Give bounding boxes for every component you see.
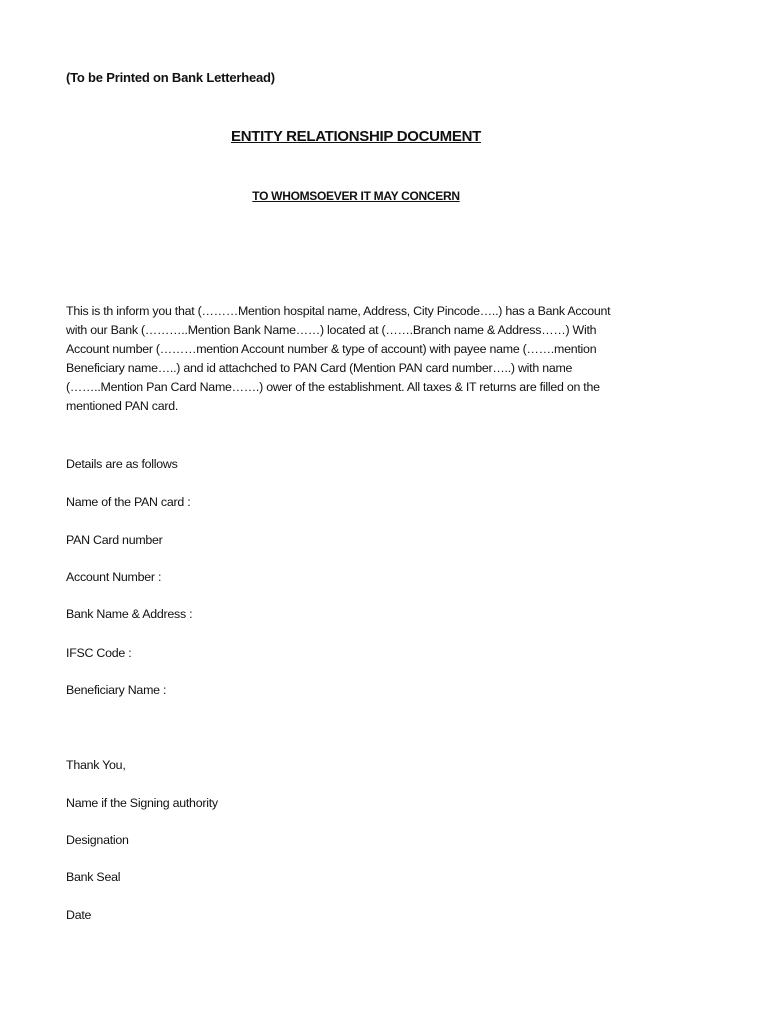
designation: Designation bbox=[66, 833, 129, 847]
salutation: TO WHOMSOEVER IT MAY CONCERN bbox=[252, 189, 460, 203]
field-pan-number: PAN Card number bbox=[66, 533, 163, 547]
field-account-number: Account Number : bbox=[66, 570, 162, 584]
body-paragraph bbox=[66, 302, 646, 416]
field-beneficiary-name: Beneficiary Name : bbox=[66, 683, 167, 697]
details-intro: Details are as follows bbox=[66, 457, 178, 471]
body-line: Beneficiary name…..) and id attachched to PAN Card (Mention PAN card number…..) with name bbox=[66, 361, 573, 375]
field-bank-name-address: Bank Name & Address : bbox=[66, 607, 193, 621]
date-line: Date bbox=[66, 908, 92, 922]
bank-seal: Bank Seal bbox=[66, 870, 121, 884]
field-ifsc-code: IFSC Code : bbox=[66, 646, 132, 660]
body-line: with our Bank (………..Mention Bank Name……) located at (…….Branch name & Address……) With bbox=[66, 323, 597, 337]
letterhead-note: (To be Printed on Bank Letterhead) bbox=[66, 70, 275, 85]
body-line: mentioned PAN card. bbox=[66, 399, 179, 413]
closing-thanks: Thank You, bbox=[66, 758, 126, 772]
body-line: (……..Mention Pan Card Name…….) ower of the establishment. All taxes & IT returns are filled on the bbox=[66, 380, 600, 394]
body-line: This is th inform you that (………Mention hospital name, Address, City Pincode…..) has a Bank Account bbox=[66, 304, 611, 318]
signing-authority: Name if the Signing authority bbox=[66, 796, 218, 810]
document-title: ENTITY RELATIONSHIP DOCUMENT bbox=[231, 128, 481, 145]
body-line: Account number (………mention Account number & type of account) with payee name (…….mention bbox=[66, 342, 597, 356]
field-pan-name: Name of the PAN card : bbox=[66, 495, 191, 509]
